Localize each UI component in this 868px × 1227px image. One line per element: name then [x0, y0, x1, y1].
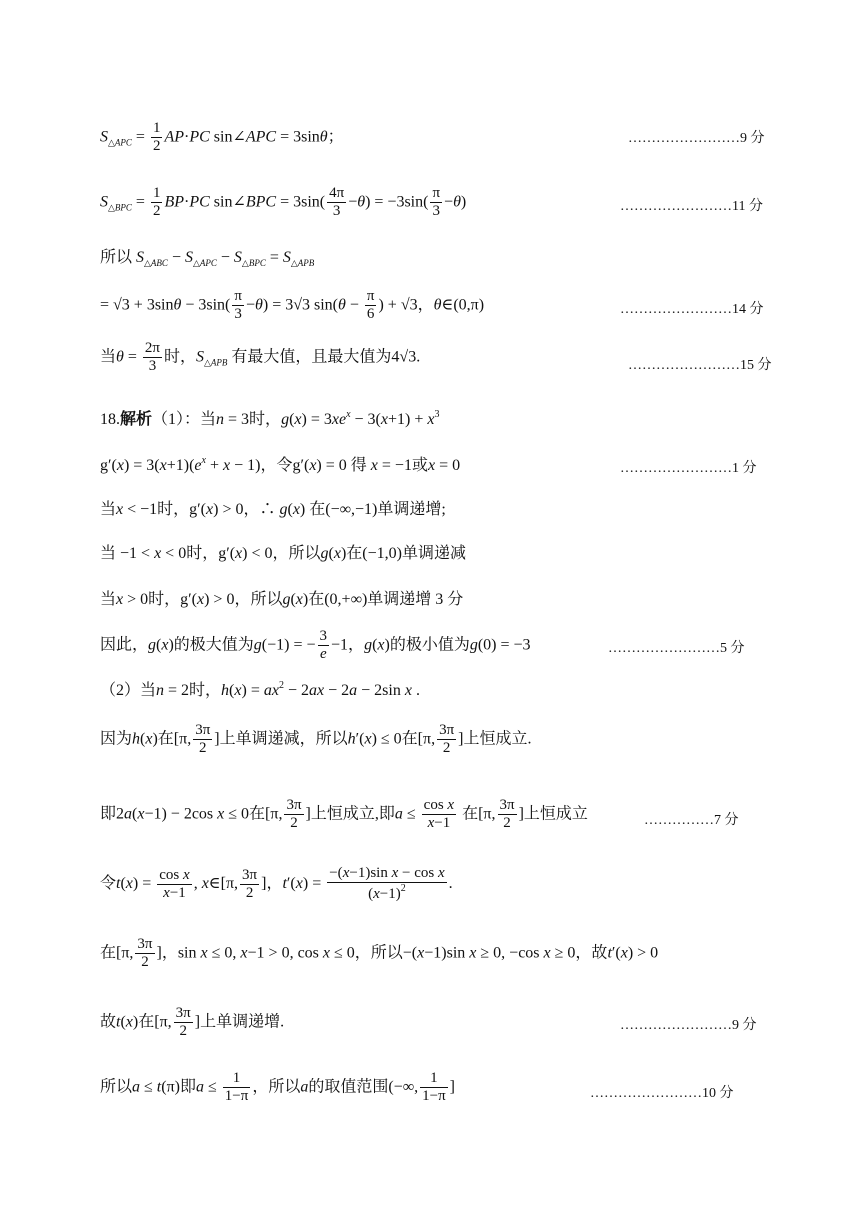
solution-line-15: 令t(x) = $\frac{\text{cos x}}{x-1}$ , x∈[π, $\frac{3\pi}{2}$ ]，t′(x) = $\frac{\text{−(x−1)sin x − cos x}}{(x-1)^2}$ .: [100, 865, 453, 903]
solution-line-13: 因为h(x)在[π, $\frac{3\pi}{2}$ ]上单调递减，所以h′(x) ≤ 0在[π, $\frac{3\pi}{2}$ ]上恒成立.: [100, 722, 532, 757]
score-marker: ……………………9 分: [620, 1018, 757, 1033]
score-marker: ……………………9 分: [628, 131, 765, 146]
solution-line-3: 所以 $S_{\triangle ABC} - S_{\triangle APC} - S_{\triangle BPC} = S_{\triangle APB}$: [100, 249, 315, 268]
solution-line-8: 当x < −1时，g′(x) > 0，∴ g(x) 在(−∞,−1)单调递增;: [100, 501, 446, 518]
solution-line-6: 18.解析（1）：当n = 3时，$g(x) = 3xe^x - 3(x+1) + x^3$: [100, 409, 440, 428]
solution-line-2: $S_{\triangle BPC}$ = $\frac{1}{2}$ BP·PC sin∠BPC = 3sin( $\frac{4\pi}{3}$ −θ) = −3sin( $\frac{\pi}{3}$ −θ): [100, 185, 467, 220]
solution-line-14: 即2a(x−1) − 2cos x ≤ 0在[π, $\frac{3\pi}{2}$ ]上恒成立,即a ≤ $\frac{\text{cos x}}{x-1}$ 在[π, $\frac{3\pi}{2}$ ]上恒成立: [100, 797, 588, 832]
solution-line-11: 因此，g(x)的极大值为g(−1) = − $\frac{3}{e}$ −1，g(x)的极小值为g(0) = −3: [100, 628, 531, 663]
score-marker: ……………………10 分: [590, 1086, 734, 1101]
solution-line-1: $S_{\triangle APC}$ = $\frac{1}{2}$ AP·PC sin∠APC = 3sinθ；: [100, 120, 344, 155]
solution-line-18: 所以a ≤ t(π)即a ≤ $\frac{1}{1-\pi}$ ，所以a的取值范围(−∞, $\frac{1}{1-\pi}$ ]: [100, 1070, 455, 1105]
solution-line-17: 故t(x)在[π, $\frac{3\pi}{2}$ ]上单调递增.: [100, 1005, 285, 1040]
solution-line-16: 在[π, $\frac{3\pi}{2}$ ]，sin x ≤ 0, x−1 > 0, cos x ≤ 0，所以−(x−1)sin x ≥ 0, −cos x ≥ 0，故t′(x) > 0: [100, 936, 659, 971]
score-marker: ……………………11 分: [620, 199, 763, 214]
score-marker: ……………………14 分: [620, 302, 764, 317]
solution-line-12: （2）当n = 2时，$h(x) = ax^2 - 2ax - 2a - 2\sin$ x .: [100, 680, 420, 699]
solution-line-7: $g'(x) = 3(x+1)(e^x + x - 1)$，令g′(x) = 0 得 x = −1或x = 0: [100, 455, 461, 474]
score-marker: ……………………5 分: [608, 641, 745, 656]
solution-line-5: 当θ = $\frac{2\pi}{3}$ 时，$S_{\triangle APB}$ 有最大值，且最大值为4√3.: [100, 340, 421, 375]
score-marker: ……………………15 分: [628, 358, 772, 373]
solution-line-10: 当x > 0时，g′(x) > 0，所以g(x)在(0,+∞)单调递增 3 分: [100, 591, 464, 608]
score-marker: ……………………1 分: [620, 461, 757, 476]
solution-line-9: 当 −1 < x < 0时，g′(x) < 0，所以g(x)在(−1,0)单调递减: [100, 545, 466, 562]
solution-line-4: = √3 + 3sinθ − 3sin( $\frac{\pi}{3}$ −θ) = 3√3 sin(θ − $\frac{\pi}{6}$ ) + √3，θ∈(0,π): [100, 288, 485, 323]
score-marker: ……………7 分: [644, 813, 739, 828]
